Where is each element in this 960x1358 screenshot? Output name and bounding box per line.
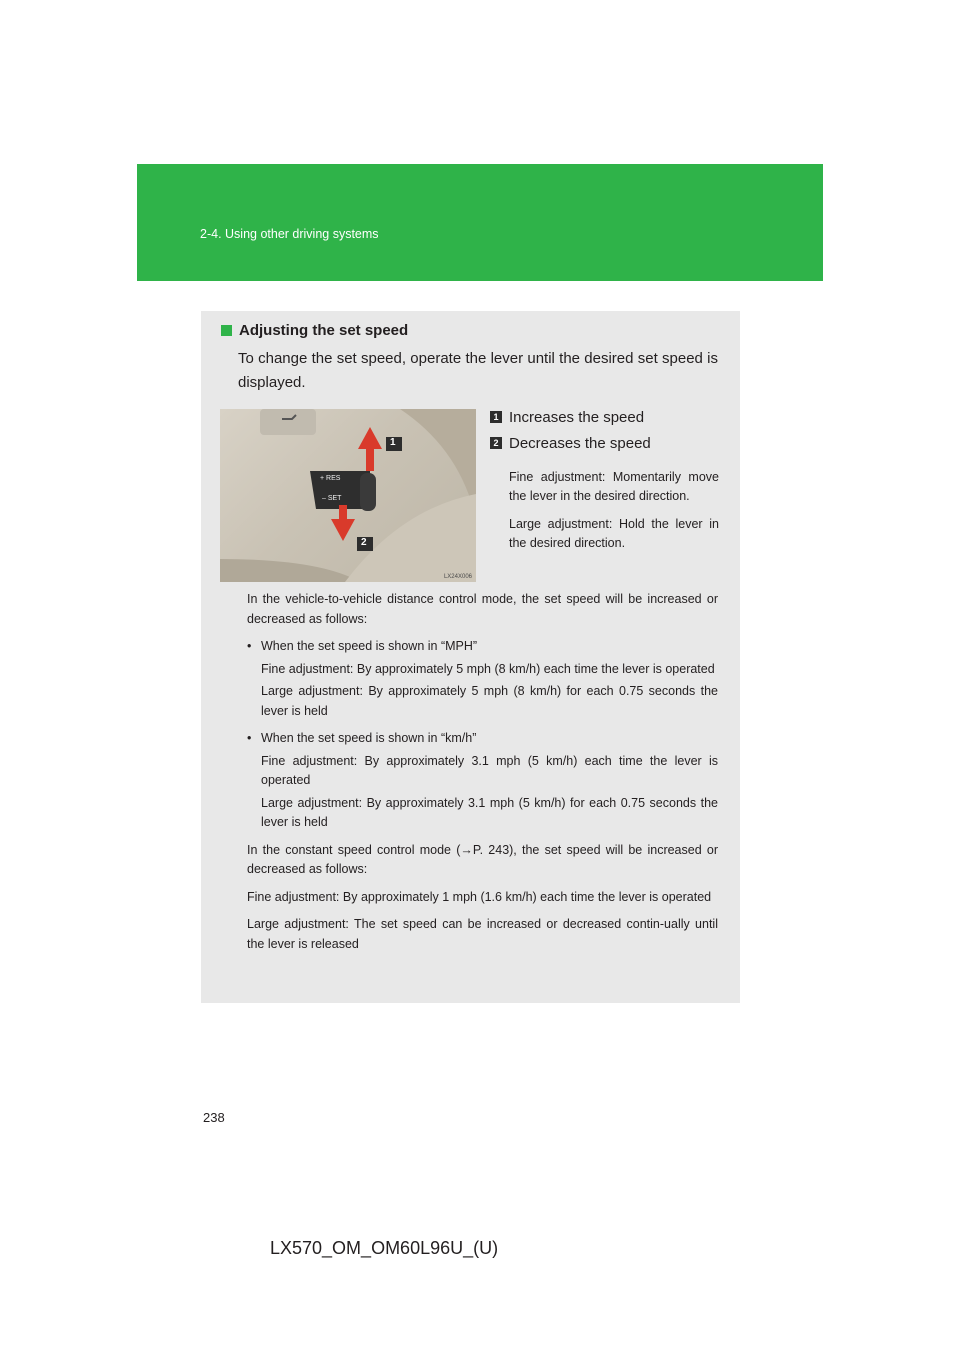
subsection-heading-text: Adjusting the set speed (239, 322, 409, 339)
body-text (247, 590, 718, 962)
legend-item-increase (490, 404, 719, 430)
bullet-title: When the set speed is shown in “MPH” (261, 639, 478, 653)
bullet-title: When the set speed is shown in “km/h” (261, 731, 477, 745)
legend-item-decrease (490, 430, 719, 456)
section-header-band (137, 164, 823, 281)
paragraph: Large adjustment: The set speed can be increased or decreased contin-ually until the lever is released (247, 917, 718, 951)
lever-set-label: – SET (322, 495, 342, 502)
document-code: LX570_OM_OM60L96U_(U) (270, 1238, 499, 1258)
section-title: 2-4. Using other driving systems (200, 227, 379, 241)
figure-legend (490, 404, 719, 553)
steering-lever-figure (220, 409, 476, 582)
bullet-fine: Fine adjustment: By approximately 5 mph (8 km/h) each time the lever is operated (261, 661, 715, 676)
fine-adjustment-note: Fine adjustment: Momentarily move the lever in the desired direction. (509, 470, 719, 503)
bullet-dot-icon: • (247, 731, 252, 745)
bullet-item-mph (247, 637, 718, 721)
paragraph: Fine adjustment: By approximately 1 mph (1.6 km/h) each time the lever is operated (247, 889, 712, 904)
legend-label: Decreases the speed (509, 434, 651, 452)
steering-lever-illustration (220, 409, 476, 582)
lever-res-label: + RES (320, 475, 341, 482)
content-box (201, 311, 740, 1003)
bullet-item-kmh (247, 729, 718, 833)
paragraph: In the constant speed control mode (→P. 243), the set speed will be increased or decreased as follows: (247, 842, 718, 876)
callout-1-label: 1 (390, 437, 396, 448)
bullet-large: Large adjustment: By approximately 3.1 mph (5 km/h) for each 0.75 seconds the lever is held (261, 795, 718, 829)
legend-label: Increases the speed (509, 408, 645, 426)
page-number: 238 (203, 1110, 225, 1125)
number-1-icon: 1 (490, 411, 502, 423)
intro-text: To change the set speed, operate the lever until the desired set speed is displayed. (238, 350, 718, 391)
number-2-icon: 2 (490, 437, 502, 449)
bullet-dot-icon: • (247, 639, 252, 653)
large-adjustment-note: Large adjustment: Hold the lever in the desired direction. (509, 517, 719, 550)
figure-code: LX24X006 (443, 574, 472, 580)
paragraph: In the vehicle-to-vehicle distance control mode, the set speed will be increased or decreased as follows: (247, 592, 718, 626)
square-bullet-icon (221, 325, 232, 336)
callout-2-label: 2 (361, 537, 367, 548)
bullet-large: Large adjustment: By approximately 5 mph (8 km/h) for each 0.75 seconds the lever is held (261, 684, 718, 718)
subsection-heading (221, 322, 408, 339)
bullet-fine: Fine adjustment: By approximately 3.1 mph (5 km/h) each time the lever is operated (261, 753, 718, 787)
